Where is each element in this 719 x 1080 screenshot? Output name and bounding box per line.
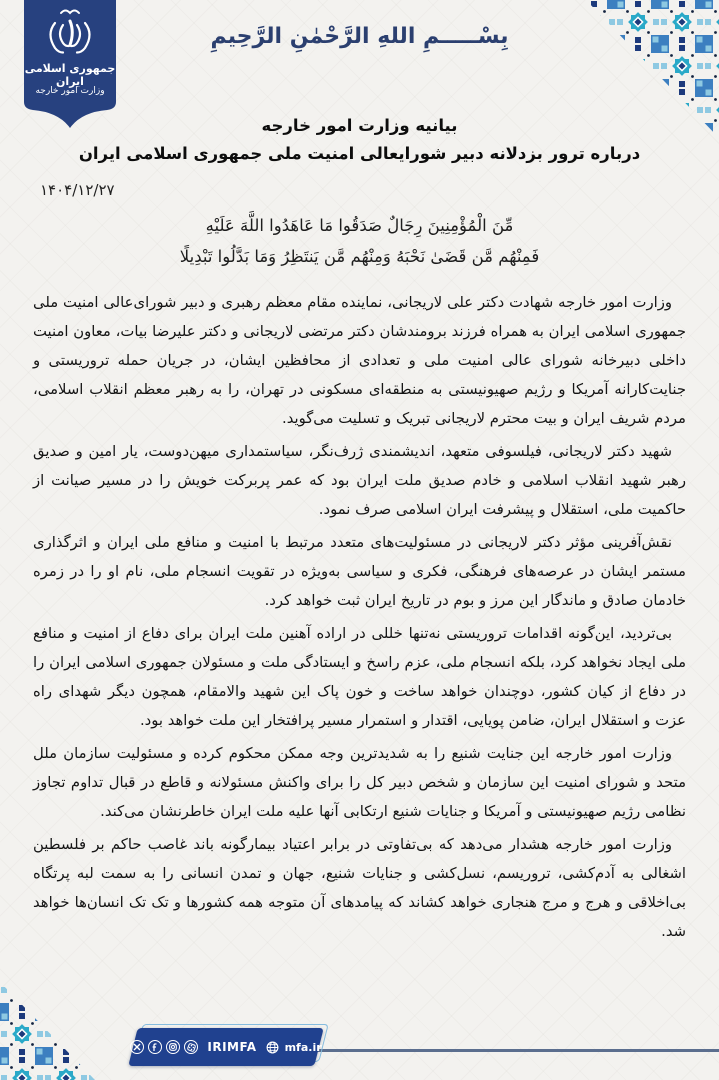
verse-line-1: مِّنَ الْمُؤْمِنِينَ رِجَالٌ صَدَقُوا مَا عَاهَدُوا اللَّهَ عَلَيْهِ xyxy=(205,216,514,235)
social-handle[interactable]: IRIMFA xyxy=(207,1040,257,1054)
paragraph-5: وزارت امور خارجه این جنایت شنیع را به شدیدترین وجه ممکن محکوم کرده و مسئولیت سازمان ملل متحد و شورای امنیت این سازمان و شخص دبیر کل را برای واکنش مسئولانه و قاطع در قبال تداوم تجاوز نظامی رژیم صهیونیستی و آمریکا و جنایات شنیع ارتکابی آنها علیه ملت ایران خاطرنشان می‌کند. xyxy=(33,745,686,820)
x-icon[interactable] xyxy=(130,1040,144,1054)
badge-country-name: جمهوری اسلامی ایران xyxy=(24,62,116,88)
paragraph-2: شهید دکتر لاریجانی، فیلسوفی متعهد، اندیشمندی ژرف‌نگر، سیاستمداری میهن‌دوست، یار امین و صدیق رهبر شهید انقلاب اسلامی و خادم صدیق ملت ایران بود که عمر پربرکت خویش را در مسیر صیانت از حاکمیت ملی، استقلال و پیشرفت ایران اسلامی صرف نمود. xyxy=(33,443,686,518)
paragraph-1: وزارت امور خارجه شهادت دکتر علی لاریجانی، نماینده مقام معظم رهبری و دبیر شورای‌عالی امنیت ملی جمهوری اسلامی ایران به همراه فرزند برومندشان دکتر مرتضی لاریجانی و دکتر علیرضا بیات، معاون امنیت داخلی دبیرخانه شورای عالی امنیت ملی و تعدادی از محافظین ایشان، در جریان حمله تروریستی و جنایت‌کارانه آمریکا و رژیم صهیونیستی به منطقه‌ای مسکونی در تهران، را به رهبر معظم انقلاب اسلامی، مردم شریف ایران و بیت محترم لاریجانی تبریک و تسلیت می‌گوید. xyxy=(33,294,686,427)
statement-date: ۱۴۰۴/۱۲/۲۷ xyxy=(40,181,115,199)
instagram-icon[interactable] xyxy=(166,1040,180,1054)
statement-body xyxy=(33,288,686,950)
bismillah-calligraphy: بِسْـــــمِ اللهِ الرَّحْمٰنِ الرَّحِيمِ xyxy=(210,24,509,49)
aparat-icon[interactable] xyxy=(184,1040,198,1054)
paragraph-4: بی‌تردید، این‌گونه اقدامات تروریستی نه‌تنها خللی در اراده آهنین ملت ایران برای دفاع از امنیت و منافع ملی ایجاد نخواهد کرد، بلکه انسجام ملی، عزم راسخ و ایستادگی ملت و مسئولان جمهوری اسلامی ایران را در دفاع از کیان کشور، دوچندان خواهد ساخت و خون پاک این شهید والامقام، همچون دیگر شهدای راه عزت و استقلال ایران، ضامن پویایی، اقتدار و استمرار مسیر پرافتخار این ملت خواهد بود. xyxy=(33,625,686,729)
paragraph-3: نقش‌آفرینی مؤثر دکتر لاریجانی در مسئولیت‌های متعدد مرتبط با امنیت و منافع ملی ایران و اثرگذاری مستمر ایشان در عرصه‌های فرهنگی، فکری و سیاسی به‌ویژه در تقویت انسجام ملی، نام او را در زمره خادمان صادق و ماندگار این مرز و بوم در تاریخ ایران ثبت خواهد کرد. xyxy=(33,534,686,609)
footer-divider-line xyxy=(313,1049,719,1052)
website-url[interactable]: mfa.ir xyxy=(284,1040,322,1054)
facebook-icon[interactable] xyxy=(148,1040,162,1054)
statement-subtitle: درباره ترور بزدلانه دبیر شورایعالی امنیت ملی جمهوری اسلامی ایران xyxy=(78,144,641,163)
footer-social-banner xyxy=(133,1028,322,1066)
quran-verse xyxy=(0,210,719,272)
globe-icon xyxy=(266,1041,279,1054)
statement-title: بیانیه وزارت امور خارجه xyxy=(261,116,458,135)
verse-line-2: فَمِنْهُم مَّن قَضَىٰ نَحْبَهُ وَمِنْهُم مَّن يَنتَظِرُ وَمَا بَدَّلُوا تَبْدِيلًا xyxy=(179,247,540,266)
badge-ministry-name: وزارت امور خارجه xyxy=(35,86,105,96)
paragraph-6: وزارت امور خارجه هشدار می‌دهد که بی‌تفاوتی در برابر اعتیاد بیمارگونه باند غاصب حاکم بر فلسطین اشغالی به آدم‌کشی، تروریسم، نسل‌کشی و جنایات شنیع، جهان و تمدن انسانی را به سمت لبه پرتگاه بی‌اخلاقی و هرج و مرج هنجاری خواهد کشاند که پیامدهای آن متوجه همه کشورها و تک تک انسان‌ها خواهد شد. xyxy=(33,836,686,940)
